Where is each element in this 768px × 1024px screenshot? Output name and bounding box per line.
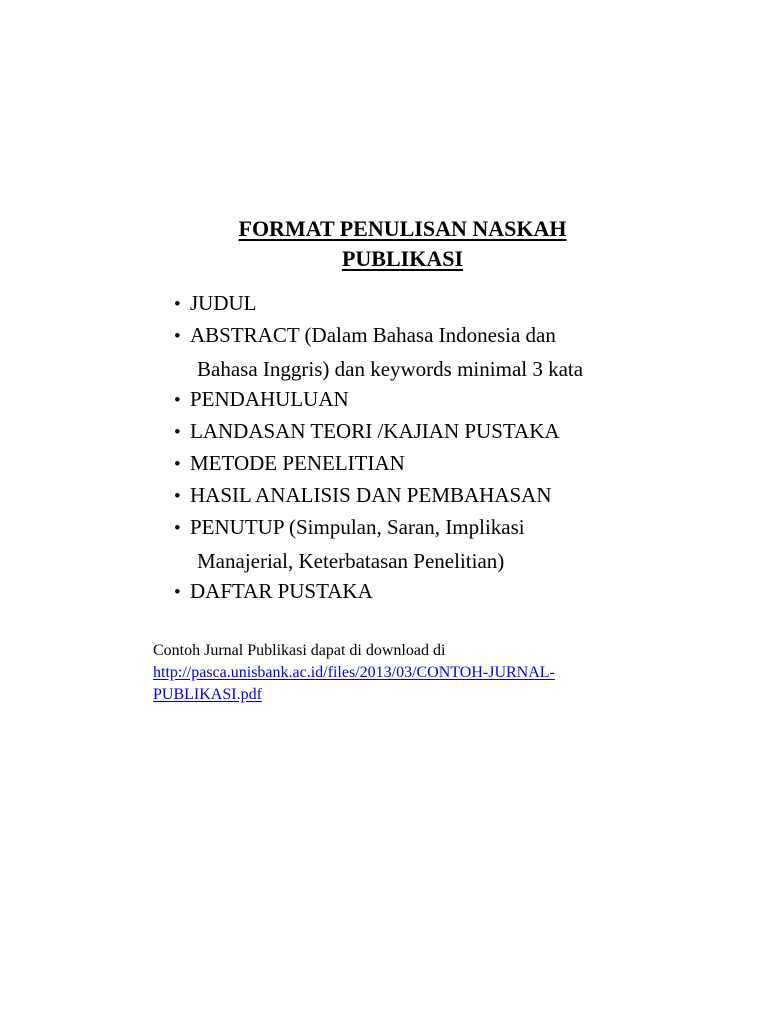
bullet-icon: • (174, 582, 181, 603)
bullet-icon: • (174, 390, 181, 411)
document-title-line-2: PUBLIKASI (341, 246, 464, 271)
download-note (153, 640, 555, 706)
list-item-landasan-teori (174, 415, 560, 449)
list-item-judul (174, 287, 257, 321)
list-item-text: METODE PENELITIAN (190, 451, 405, 475)
bullet-icon: • (174, 486, 181, 507)
bullet-icon: • (174, 326, 181, 347)
list-item-text: JUDUL (190, 291, 257, 315)
download-link-line-2[interactable]: PUBLIKASI.pdf (153, 686, 262, 703)
list-item-text: HASIL ANALISIS DAN PEMBAHASAN (190, 483, 552, 507)
download-note-text: Contoh Jurnal Publikasi dapat di download di (153, 642, 446, 659)
list-item-penutup (174, 511, 525, 577)
list-item-text: PENDAHULUAN (190, 387, 349, 411)
list-item-text: LANDASAN TEORI /KAJIAN PUSTAKA (190, 419, 560, 443)
list-item-text: ABSTRACT (Dalam Bahasa Indonesia dan (190, 323, 556, 347)
list-item-text: PENUTUP (Simpulan, Saran, Implikasi (190, 515, 525, 539)
bullet-icon: • (174, 518, 181, 539)
list-item-abstract (174, 319, 583, 385)
list-item-pendahuluan (174, 383, 349, 417)
bullet-icon: • (174, 422, 181, 443)
bullet-icon: • (174, 454, 181, 475)
list-item-text-continued: Manajerial, Keterbatasan Penelitian) (197, 549, 505, 573)
list-item-text-continued: Bahasa Inggris) dan keywords minimal 3 kata (197, 357, 584, 381)
bullet-icon: • (174, 294, 181, 315)
list-item-daftar-pustaka (174, 575, 373, 609)
list-item-text: DAFTAR PUSTAKA (190, 579, 373, 603)
list-item-metode-penelitian (174, 447, 405, 481)
download-link[interactable] (153, 664, 555, 703)
document-title-line-1: FORMAT PENULISAN NASKAH (238, 216, 567, 241)
download-link-line-1[interactable]: http://pasca.unisbank.ac.id/files/2013/03/CONTOH-JURNAL- (153, 664, 555, 681)
list-item-hasil-analisis (174, 479, 552, 513)
